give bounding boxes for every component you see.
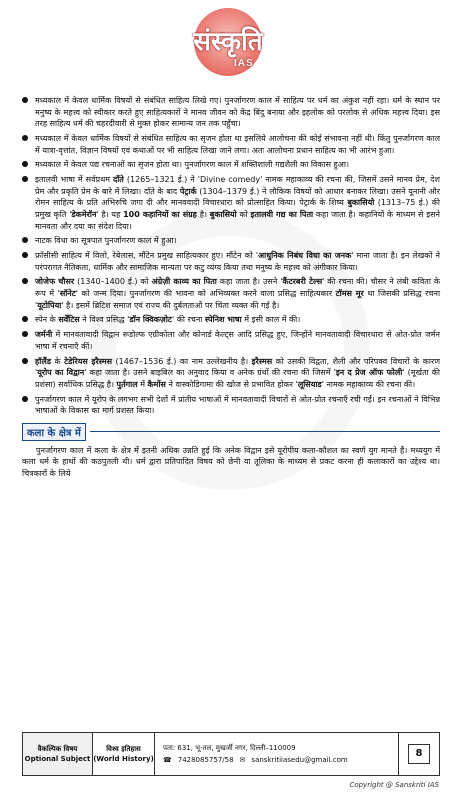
section-rule — [90, 431, 440, 432]
bullet-item — [22, 276, 440, 311]
footer-subject — [23, 733, 93, 775]
phone-icon: ☎ — [163, 756, 172, 764]
bullet-dot-icon — [22, 97, 28, 103]
footer-address: पता: 631, भू-तल, मुखर्जी नगर, दिल्ली–110009 — [163, 744, 296, 752]
bullet-item — [22, 314, 440, 326]
logo-subtext: IAS — [234, 58, 254, 69]
bullet-dot-icon — [22, 316, 28, 322]
footer-address-row — [163, 742, 296, 754]
footer-phone-email-row — [163, 754, 348, 766]
footer-contact — [155, 733, 399, 775]
bullet-dot-icon — [22, 161, 28, 167]
footer-history-en: (World History) — [93, 755, 154, 763]
bullet-item — [22, 356, 440, 391]
bullet-text: पुनर्जागरण काल में यूरोप के लगभग सभी देशों में प्रांतीय भाषाओं में मानवतावादी विचारों से ओत-प्रोत रचनाएँ रची गईं। इन रचनाओं ने विभिन्न भाषाओं के विकास का मार्ग प्रशस्त किया। — [35, 394, 440, 416]
footer-page — [399, 733, 439, 775]
page-number: 8 — [408, 744, 430, 764]
bullet-dot-icon — [22, 358, 28, 364]
main-content — [22, 95, 440, 480]
bullet-item — [22, 95, 440, 130]
bullet-item — [22, 174, 440, 232]
bullet-text: मध्यकाल में केवल धार्मिक विषयों से संबंधित साहित्य का सृजन होता था इसलिये आलोचना की कोई संभावना नहीं थी। किंतु पुनर्जागरण काल में यात्रा-वृत्तांत, विज्ञान विषयों एवं कथाओं पर भी साहित्य लिखा जाने लगा। अतः आलोचना प्रधान साहित्य का भी आरंभ हुआ। — [35, 133, 440, 155]
footer-subject-en: Optional Subject — [24, 755, 91, 763]
bullet-dot-icon — [22, 176, 28, 182]
bullet-dot-icon — [22, 135, 28, 141]
bullet-text: मध्यकाल में केवल पद्य रचनाओं का सृजन होता था। पुनर्जागरण काल में शक्तिशाली गद्यशैली का विकास हुआ। — [35, 160, 349, 170]
bullet-text: नाटक विधा का सूत्रपात पुनर्जागरण काल में हुआ। — [35, 236, 177, 246]
bullet-dot-icon — [22, 278, 28, 284]
page-header — [0, 0, 455, 90]
email-icon: ✉ — [239, 756, 246, 764]
footer-history — [93, 733, 155, 775]
footer-email: sanskritiiasedu@gmail.com — [251, 756, 348, 764]
section-title: कला के क्षेत्र में — [22, 423, 86, 441]
section-paragraph: पुनर्जागरण काल में कला के क्षेत्र में इतनी अधिक उन्नति हुई कि अनेक विद्वान इसे यूरोपीय कला-कौशल का स्वर्ण युग मानते हैं। मध्ययुग में कला धर्म के हाथों की कठपुतली थी। धर्म द्वारा प्रतिपादित विषय को छेनी या तूलिका के माध्यम से प्रकट करना ही कलाकारों का उद्देश्य था। चित्रकारों के लिये — [22, 445, 440, 478]
footer-history-hi: विश्व इतिहास — [106, 745, 141, 753]
bullet-text: जर्मनी में मानवतावादी विद्वान रूडोल्फ एग्रीकोला और कोनार्ड केल्ट्स आदि प्रसिद्ध हुए, जिन्होंने मानवतावादी विचारधारा से ओत-प्रोत जर्मन भाषा में रचनाएँ कीं। — [35, 330, 440, 351]
bullet-item — [22, 133, 440, 156]
bullet-item — [22, 329, 440, 352]
bullet-text: हॉलैंड के टेडेरियस इरैस्मस (1467–1536 ई.) का नाम उल्लेखनीय है। इरैस्मस को उसकी विद्वता, शैली और परिपक्व विचारों के कारण 'यूरोप का विद्वान' कहा जाता है। उसने बाइबिल का अनुवाद किया व अनेक ग्रंथों की रचना की जिसमें 'इन द प्रेज ऑफ फोली' (मूर्खता की प्रशंसा) सर्वाधिक प्रसिद्ध है। पुर्तगाल में कैमोंस ने वास्कोडिगामा की खोज से प्रभावित होकर 'लूसियाड' नामक महाकाव्य की रचना की। — [35, 356, 440, 389]
bullet-text: फ्राँसीसी साहित्य में विलो, रेबेलास, मौंटेन प्रमुख साहित्यकार हुए। मौंटेन को 'आधुनिक निबंध विधा का जनक' माना जाता है। इन लेखकों ने परंपरागत नैतिकता, धार्मिक और सामाजिक मान्यता पर कटु व्यंग्य किया तथा मनुष्य के महत्त्व को अंगीकार किया। — [35, 251, 440, 272]
copyright-notice: Copyright @ Sanskriti IAS — [349, 781, 439, 789]
bullet-item — [22, 159, 440, 171]
bullet-item — [22, 235, 440, 247]
bullet-text: जोजेफ चौसर (1340–1400 ई.) को अंग्रेज़ी काव्य का पिता कहा जाता है। उसने 'कैंटरबरी टेल्स' की रचना की। चौसर ने लंबी कविता के रूप में 'सॉनेट' को जन्म दिया। पुनर्जागरण की भावना को अभिव्यक्त करने वाला प्रसिद्ध साहित्यकार टॉमस मूर था जिसकी प्रसिद्ध रचना 'यूटोपिया' है। इसमें ब्रिटिश समाज एवं राज्य की दुर्बलताओं पर चिंता व्यक्त की गई है। — [35, 277, 441, 310]
bullet-item — [22, 394, 440, 417]
bullet-list — [22, 95, 440, 417]
sanskriti-ias-logo — [172, 8, 284, 86]
bullet-dot-icon — [22, 396, 28, 402]
bullet-dot-icon — [22, 237, 28, 243]
section-heading — [22, 423, 440, 441]
bullet-dot-icon — [22, 331, 28, 337]
bullet-item — [22, 250, 440, 273]
bullet-text: इतालवी भाषा में सर्वप्रथम दाँते (1265–1321 ई.) ने 'Divine comedy' नामक महाकाव्य की रचना की, जिसमें उसने मानव प्रेम, देश प्रेम और प्रकृति प्रेम के बारे में लिखा। दाँते के बाद पेट्रार्क (1304–1379 ई.) ने लौकिक विषयों को आधार बनाकर लिखा। उसने यूनानी और रोमन साहित्य के प्रति अभिरुचि जगा दी और मानववादी विचारधारा को प्रोत्साहित किया। पेट्रार्क के शिष्य बुकासियो (1313–75 ई.) की प्रमुख कृति 'डेकमेरॉन' है। यह 100 कहानियों का संग्रह है। बुकासियो को इतालवी गद्य का पिता कहा जाता है। कहानियों के माध्यम से इसने मानवता और दया का संदेश दिया। — [35, 175, 441, 231]
footer-subject-hi: वैकल्पिक विषय — [37, 745, 78, 753]
page-footer — [22, 732, 440, 776]
logo-text: संस्कृति — [193, 27, 263, 57]
bullet-text: मध्यकाल में केवल धार्मिक विषयों से संबंधित साहित्य लिखे गए। पुनर्जागरण काल में साहित्य पर धर्म का अंकुश नहीं रहा। धर्म के स्थान पर मनुष्य के महत्त्व को स्वीकार करते हुए साहित्यकारों ने मानव जीवन को केंद्र बिंदु बनाया और इहलोक को परलोक से अधिक महत्त्व दिया। इस तरह साहित्य धर्म की चहरदीवारी से मुक्त होकर सामान्य जन तक पहुँचा। — [35, 96, 440, 129]
footer-phone: 7428085757/58 — [177, 756, 234, 764]
bullet-text: स्पेन के सर्वेंटिस ने विश्व प्रसिद्ध 'डॉन क्विकज़ोट' की रचना स्पेनिश भाषा में इसी काल में की। — [35, 315, 301, 325]
bullet-dot-icon — [22, 252, 28, 258]
